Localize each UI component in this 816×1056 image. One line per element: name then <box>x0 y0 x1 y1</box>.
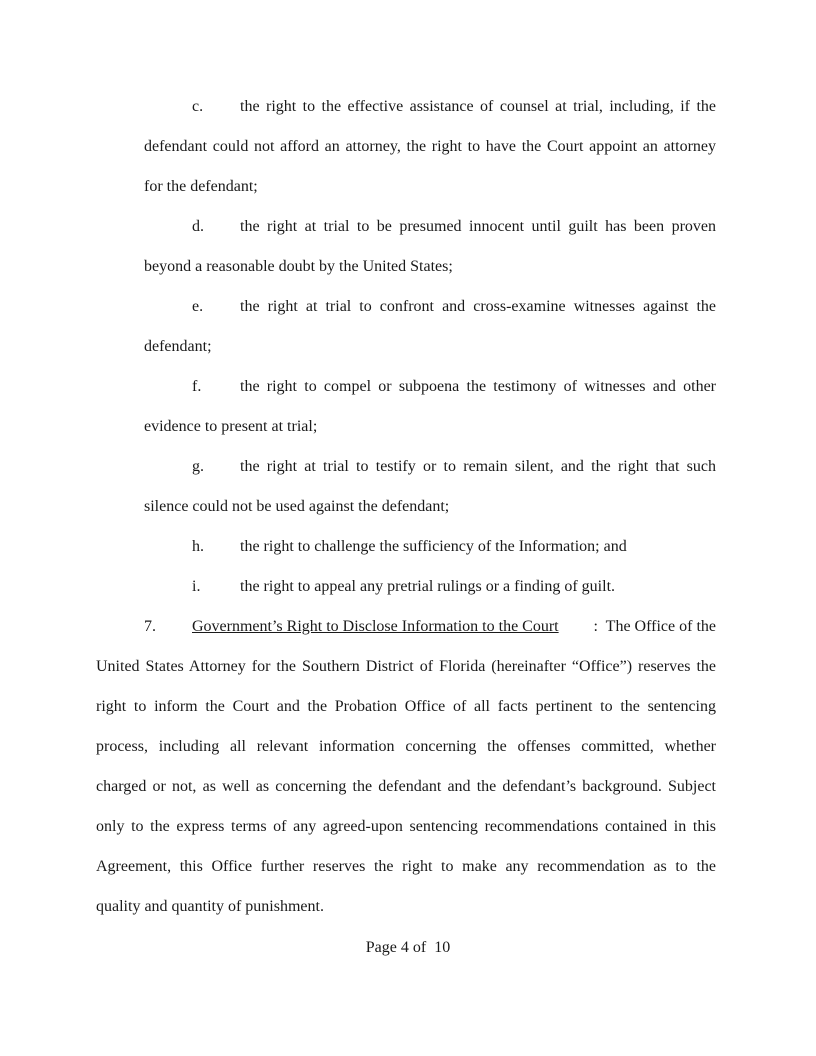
item-h-marker: h. <box>192 538 204 555</box>
item-c-line-2: defendant could not afford an attorney, the right to have the Court appoint an attorney <box>144 138 716 155</box>
item-d-line-2: beyond a reasonable doubt by the United States; <box>144 258 453 275</box>
section-7-line-5: only to the express terms of any agreed-upon sentencing recommendations contained in this <box>96 818 716 835</box>
item-f-marker: f. <box>192 378 202 395</box>
item-f-line-1: the right to compel or subpoena the testimony of witnesses and other <box>240 378 716 395</box>
section-7-number: 7. <box>144 618 156 635</box>
section-7-line-1: United States Attorney for the Southern District of Florida (hereinafter “Office”) reserves the <box>96 658 716 675</box>
item-d-marker: d. <box>192 218 204 235</box>
section-7-line-3: process, including all relevant information concerning the offenses committed, whether <box>96 738 716 755</box>
item-c-line-1: the right to the effective assistance of counsel at trial, including, if the <box>240 98 716 115</box>
item-c-marker: c. <box>192 98 204 115</box>
item-i-marker: i. <box>192 578 201 595</box>
item-e-line-1: the right at trial to confront and cross-examine witnesses against the <box>240 298 716 315</box>
section-7-heading-suffix: : The Office of the <box>593 618 716 635</box>
item-d-line-1: the right at trial to be presumed innocent until guilt has been proven <box>240 218 716 235</box>
section-7-heading-line <box>192 617 716 637</box>
section-7-line-6: Agreement, this Office further reserves the right to make any recommendation as to the <box>96 858 716 875</box>
item-e-line-2: defendant; <box>144 338 212 355</box>
section-7-line-2: right to inform the Court and the Probation Office of all facts pertinent to the sentencing <box>96 698 716 715</box>
item-f-line-2: evidence to present at trial; <box>144 418 318 435</box>
item-h-line-1: the right to challenge the sufficiency of the Information; and <box>240 538 627 555</box>
section-7-line-4: charged or not, as well as concerning the defendant and the defendant’s background. Subject <box>96 778 716 795</box>
item-e-marker: e. <box>192 298 204 315</box>
item-g-line-1: the right at trial to testify or to remain silent, and the right that such <box>240 458 716 475</box>
section-7-heading: Government’s Right to Disclose Information to the Court <box>192 618 559 635</box>
item-i-line-1: the right to appeal any pretrial rulings or a finding of guilt. <box>240 578 616 595</box>
item-g-marker: g. <box>192 458 204 475</box>
item-c-line-3: for the defendant; <box>144 178 258 195</box>
item-g-line-2: silence could not be used against the defendant; <box>144 498 450 515</box>
section-7-line-7: quality and quantity of punishment. <box>96 898 324 915</box>
page-number: Page 4 of 10 <box>365 939 451 956</box>
